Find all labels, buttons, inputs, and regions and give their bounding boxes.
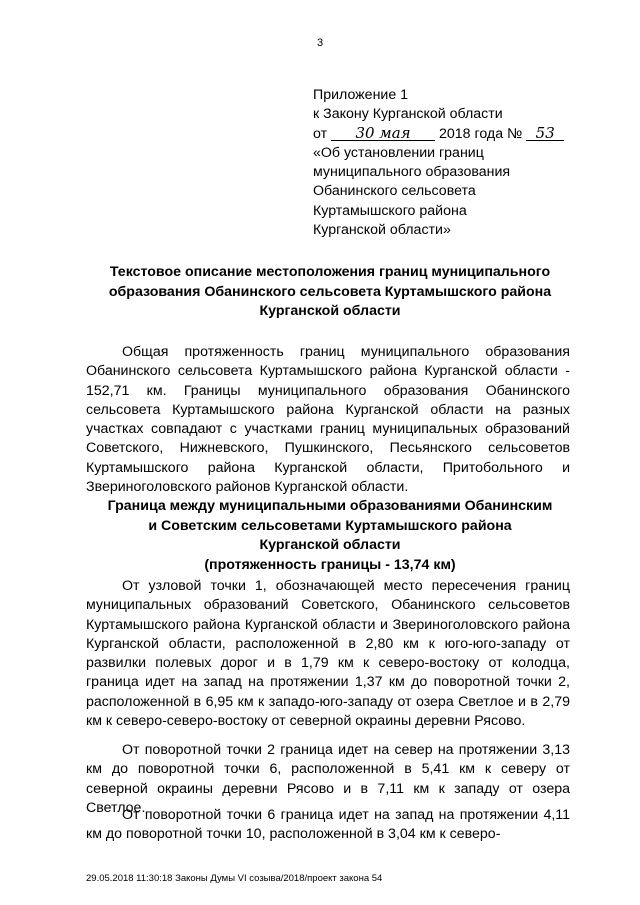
appendix-line: Курганской области» (313, 222, 451, 239)
date-suffix: 2018 года № (438, 125, 523, 142)
body-paragraph: От узловой точки 1, обозначающей место пересечения границ муниципальных образований Советского, Обанинского сельсоветов Куртамышского района Курганской области и Звериноголовского района Курганской области, расположенной в 2,80 км к юго-юго-западу от развилки полевых дорог и в 1,79 км к северо-востоку от колодца, граница идет на запад на протяжении 1,37 км до поворотной точки 2, расположенной в 6,95 км к западо-юго-западу от озера Светлое и в 2,79 км к северо-северо-востоку от северной окраины деревни Рясово. (86, 578, 570, 730)
section-title-line: (протяженность границы - 13,74 км) (204, 556, 456, 573)
title-line: Курганской области (259, 303, 401, 320)
page-number: 3 (316, 37, 324, 49)
appendix-line: Куртамышского района (313, 202, 467, 219)
handwritten-date: 30 мая (331, 126, 435, 141)
body-paragraph: От поворотной точки 6 граница идет на запад на протяжении 4,11 км до поворотной точки 10, расположенной в 3,04 км к северо- (86, 807, 570, 843)
section-title-line: и Советским сельсоветами Куртамышского района (148, 517, 512, 534)
title-line: образования Обанинского сельсовета Куртамышского района (108, 283, 552, 300)
intro-paragraph: Общая протяженность границ муниципального образования Обанинского сельсовета Куртамышского района Курганской области - 152,71 км. Границы муниципального образования Обанинского сельсовета Куртамышского района Курганской области на разных участках совпадают с участками границ муниципальных образований Советского, Нижневского, Пушкинского, Песьянского сельсоветов Куртамышского района Курганской области, Притобольного и Звериноголовского районов Курганской области. (86, 344, 570, 496)
appendix-date-line (313, 125, 603, 144)
body-paragraph: От поворотной точки 2 граница идет на север на протяжении 3,13 км до поворотной точки 6, расположенной в 5,41 км к северу от северной окраины деревни Рясово и в 7,11 км к западу от озера Светлое. (86, 742, 570, 816)
section-title-line: Курганской области (259, 537, 401, 554)
appendix-line: «Об установлении границ (313, 144, 484, 161)
appendix-block (313, 86, 603, 240)
date-prefix: от (313, 125, 328, 142)
title-line: Текстовое описание местоположения границ муниципального (109, 264, 551, 280)
appendix-line: к Закону Курганской области (313, 106, 503, 123)
section-title-line: Граница между муниципальными образованиями Обанинским (107, 498, 553, 514)
footer-path: 29.05.2018 11:30:18 Законы Думы VI созыва/2018/проект закона 54 (86, 873, 383, 884)
appendix-line: Обанинского сельсовета (313, 183, 476, 200)
section-title (80, 497, 580, 575)
appendix-line: муниципального образования (313, 164, 511, 181)
main-title (80, 263, 580, 322)
handwritten-number: 53 (526, 126, 564, 141)
appendix-line: Приложение 1 (313, 87, 409, 103)
